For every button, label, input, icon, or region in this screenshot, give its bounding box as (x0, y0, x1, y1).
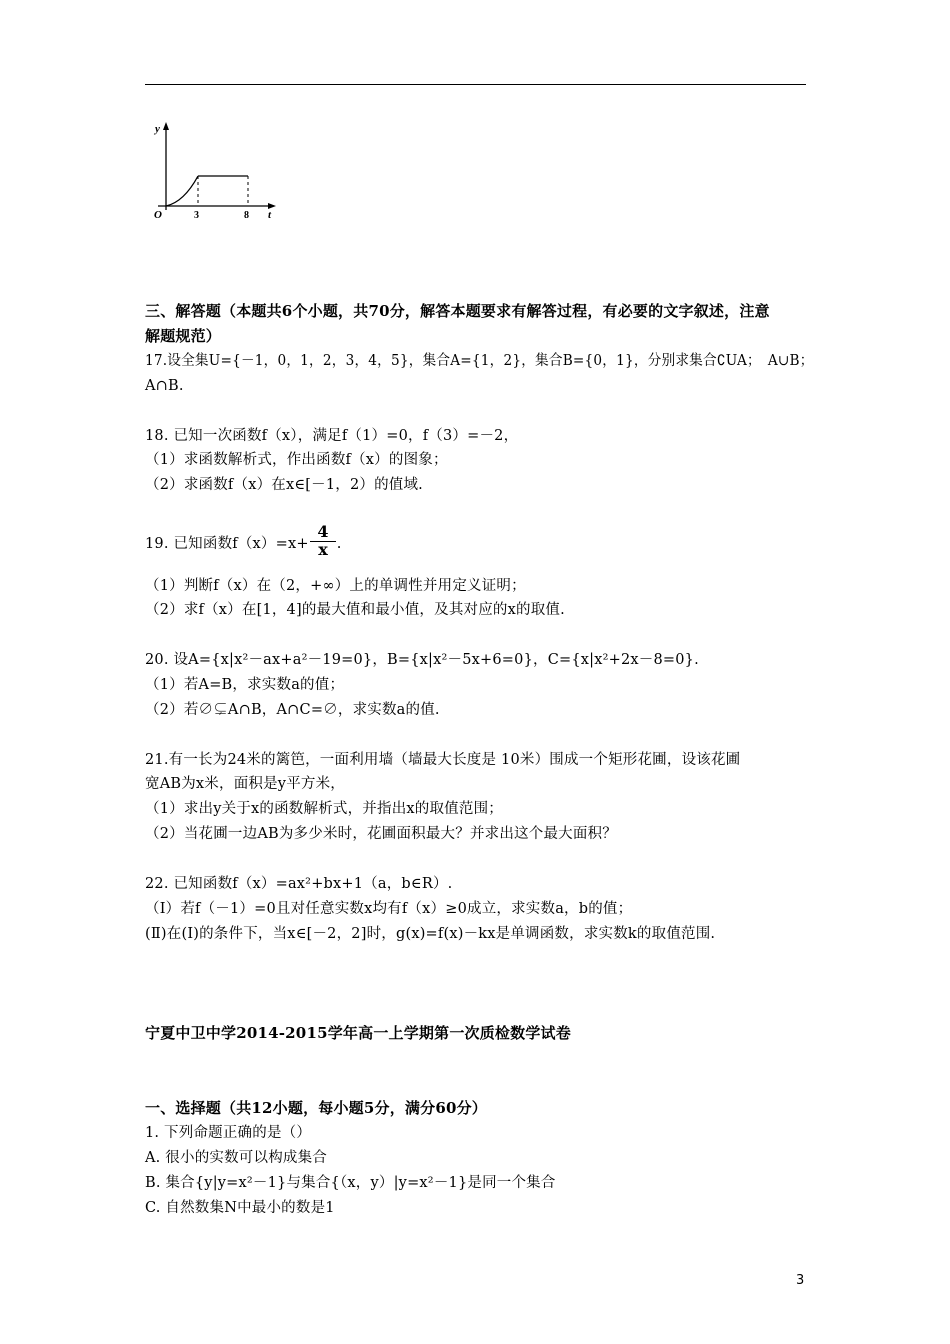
q19-fraction-denominator: x (318, 540, 328, 559)
q21-part2: （2）当花圃一边AB为多少米时，花圃面积最大？并求出这个最大面积？ (145, 826, 617, 842)
y-axis-label: y (155, 123, 160, 135)
section3-heading-line2: 解题规范） (145, 327, 222, 345)
q19-fraction-numerator: 4 (310, 524, 336, 542)
page-number: 3 (796, 1273, 805, 1288)
section1-heading: 一、选择题（共12小题，每小题5分，满分60分） (145, 1099, 487, 1117)
q21-line2: 宽AB为x米，面积是y平方米， (145, 776, 345, 792)
q19-stem-text: 19. 已知函数f（x）=x+ (145, 536, 309, 552)
q1-stem: 1. 下列命题正确的是（） (145, 1125, 312, 1141)
q1-option-a: A. 很小的实数可以构成集合 (145, 1150, 327, 1166)
tick-label-3: 3 (194, 210, 199, 221)
section3-heading-line1: 三、解答题（本题共6个小题，共70分，解答本题要求有解答过程，有必要的文字叙述，注意 (145, 302, 770, 320)
q18-stem: 18. 已知一次函数f（x），满足f（1）=0，f（3）=－2， (145, 428, 519, 444)
x-axis-label: t (268, 209, 272, 221)
q20-part1: （1）若A=B，求实数a的值； (145, 677, 345, 693)
origin-label: O (154, 209, 162, 221)
q21-part1: （1）求出y关于x的函数解析式，并指出x的取值范围； (145, 801, 503, 817)
tick-label-8: 8 (244, 210, 249, 221)
q21-line1: 21.有一长为24米的篱笆，一面利用墙（墙最大长度是 10米）围成一个矩形花圃，设该花圃 (145, 752, 741, 768)
q19-fraction (310, 524, 336, 558)
y-axis-arrow (163, 122, 169, 130)
q18-part2: （2）求函数f（x）在x∈[－1，2）的值域. (145, 477, 423, 493)
q19-part1: （1）判断f（x）在（2，+∞）上的单调性并用定义证明； (145, 578, 526, 594)
q1-option-b: B. 集合{y|y=x²－1}与集合{（x，y）|y=x²－1}是同一个集合 (145, 1175, 556, 1191)
exam-title: 宁夏中卫中学2014-2015学年高一上学期第一次质检数学试卷 (145, 1024, 571, 1042)
q20-stem: 20. 设A={x|x²－ax+a²－19=0}，B={x|x²－5x+6=0}，C={x|x²+2x－8=0}. (145, 652, 699, 668)
q19-stem-end: . (336, 536, 342, 552)
function-graph (140, 118, 290, 228)
q17-line1: 17.设全集U={－1，0，1，2，3，4，5}，集合A={1，2}，集合B={0，1}，分别求集合∁UA； A∪B； (145, 353, 814, 369)
header-rule (145, 84, 806, 85)
q18-part1: （1）求函数解析式，作出函数f（x）的图象； (145, 452, 448, 468)
q22-part2: (Ⅱ)在(Ⅰ)的条件下，当x∈[－2，2]时，g(x)=f(x)－kx是单调函数，求实数k的取值范围. (145, 926, 716, 942)
curve-segment (166, 176, 198, 206)
q20-part2: （2）若∅⊊A∩B，A∩C=∅，求实数a的值. (145, 702, 440, 718)
q22-stem: 22. 已知函数f（x）=ax²+bx+1（a，b∈R）. (145, 876, 453, 892)
q19-part2: （2）求f（x）在[1，4]的最大值和最小值，及其对应的x的取值. (145, 602, 565, 618)
q1-option-c: C. 自然数集N中最小的数是1 (145, 1200, 335, 1216)
q17-line2: A∩B. (145, 378, 184, 394)
q22-part1: （Ⅰ）若f（－1）=0且对任意实数x均有f（x）≥0成立，求实数a，b的值； (145, 901, 633, 917)
